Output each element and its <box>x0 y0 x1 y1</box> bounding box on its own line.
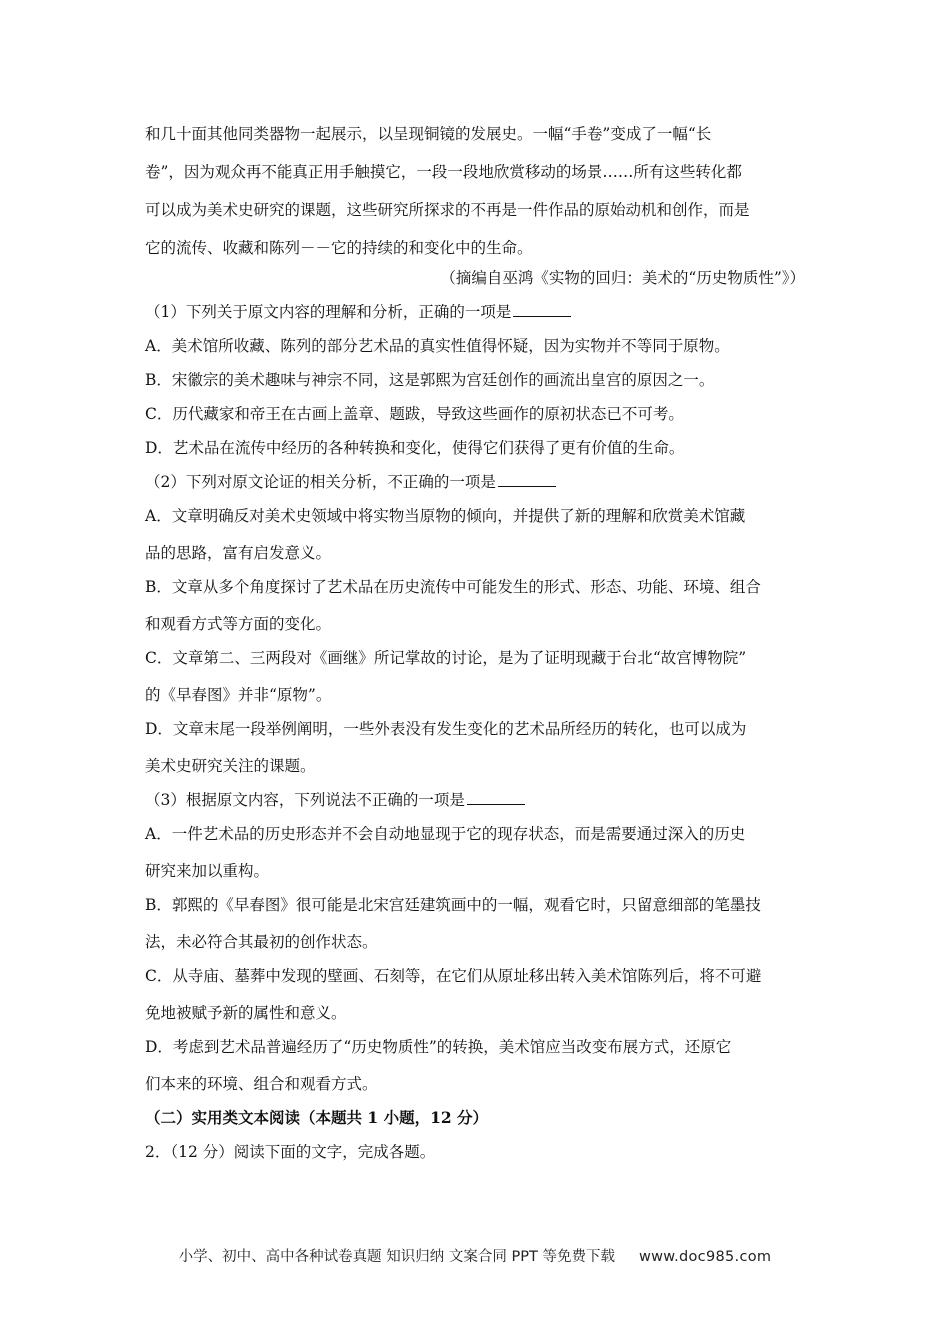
question-2-option-a: A．文章明确反对美术史领域中将实物当原物的倾向，并提供了新的理解和欣赏美术馆藏 <box>145 507 746 525</box>
question-2-option-a-cont: 品的思路，富有启发意义。 <box>145 544 332 562</box>
question-1-option-c: C．历代藏家和帝王在古画上盖章、题跋，导致这些画作的原初状态已不可考。 <box>145 405 684 423</box>
question-2 <box>145 472 809 776</box>
question-1-stem-text: （1）下列关于原文内容的理解和分析，正确的一项是 <box>145 303 512 321</box>
question-3-option-d-cont: 们本来的环境、组合和观看方式。 <box>145 1075 378 1093</box>
passage-line: 可以成为美术史研究的课题，这些研究所探求的不再是一件作品的原始动机和创作，而是 <box>145 201 750 219</box>
answer-blank <box>513 302 571 317</box>
passage-line: 和几十面其他同类器物一起展示，以呈现铜镜的发展史。一幅“手卷”变成了一幅“长 <box>145 125 712 143</box>
question-2-stem <box>145 472 809 492</box>
answer-blank <box>467 790 525 805</box>
question-1-stem <box>145 302 809 322</box>
question-2-option-c-cont: 的《早春图》并非“原物”。 <box>145 686 332 704</box>
footer-url[interactable]: www.doc985.com <box>638 1249 772 1265</box>
question-1 <box>145 302 809 458</box>
passage-line: 卷”，因为观众再不能真正用手触摸它，一段一段地欣赏移动的场景……所有这些转化都 <box>145 163 742 181</box>
question-2-option-d: D．文章末尾一段举例阐明，一些外表没有发生变化的艺术品所经历的转化，也可以成为 <box>145 720 747 738</box>
section-2-title: （二）实用类文本阅读（本题共 1 小题，12 分） <box>145 1108 489 1127</box>
question-2-option-d-cont: 美术史研究关注的课题。 <box>145 757 316 775</box>
question-1-option-b: B．宋徽宗的美术趣味与神宗不同，这是郭熙为宫廷创作的画流出皇宫的原因之一。 <box>145 371 715 389</box>
question-3-option-a: A．一件艺术品的历史形态并不会自动地显现于它的现存状态，而是需要通过深入的历史 <box>145 825 746 843</box>
question-2-option-b: B．文章从多个角度探讨了艺术品在历史流传中可能发生的形式、形态、功能、环境、组合 <box>145 578 761 596</box>
question-3-option-c-cont: 免地被赋予新的属性和意义。 <box>145 1004 347 1022</box>
answer-blank <box>498 472 556 487</box>
question-3-option-d: D．考虑到艺术品普遍经历了“历史物质性”的转换，美术馆应当改变布展方式，还原它 <box>145 1038 732 1056</box>
question-2-stem-text: （2）下列对原文论证的相关分析，不正确的一项是 <box>145 473 496 491</box>
question-2-option-c: C．文章第二、三两段对《画继》所记掌故的讨论，是为了证明现藏于台北“故宫博物院” <box>145 649 747 667</box>
passage-line: 它的流传、收藏和陈列－－它的持续的和变化中的生命。 <box>145 239 533 257</box>
passage <box>145 124 809 288</box>
section-2 <box>145 1108 809 1162</box>
page-footer <box>0 1245 950 1266</box>
footer-text: 小学、初中、高中各种试卷真题 知识归纳 文案合同 PPT 等免费下载 <box>178 1249 615 1265</box>
question-2-option-b-cont: 和观看方式等方面的变化。 <box>145 615 332 633</box>
section-2-item: 2．（12 分）阅读下面的文字，完成各题。 <box>145 1143 436 1161</box>
question-3-option-c: C．从寺庙、墓葬中发现的壁画、石刻等，在它们从原址移出转入美术馆陈列后，将不可避 <box>145 967 762 985</box>
question-3-stem-text: （3）根据原文内容，下列说法不正确的一项是 <box>145 791 465 809</box>
question-1-option-d: D．艺术品在流传中经历的各种转换和变化，使得它们获得了更有价值的生命。 <box>145 439 685 457</box>
question-3-option-b-cont: 法，未必符合其最初的创作状态。 <box>145 933 378 951</box>
document-body <box>145 124 809 1162</box>
question-3-option-a-cont: 研究来加以重构。 <box>145 862 270 880</box>
question-1-option-a: A．美术馆所收藏、陈列的部分艺术品的真实性值得怀疑，因为实物并不等同于原物。 <box>145 337 730 355</box>
question-3-stem <box>145 790 809 810</box>
question-3-option-b: B．郭熙的《早春图》很可能是北宋宫廷建筑画中的一幅，观看它时，只留意细部的笔墨技 <box>145 896 761 914</box>
question-3 <box>145 790 809 1094</box>
passage-source: （摘编自巫鸿《实物的回归：美术的“历史物质性”》） <box>440 269 805 287</box>
